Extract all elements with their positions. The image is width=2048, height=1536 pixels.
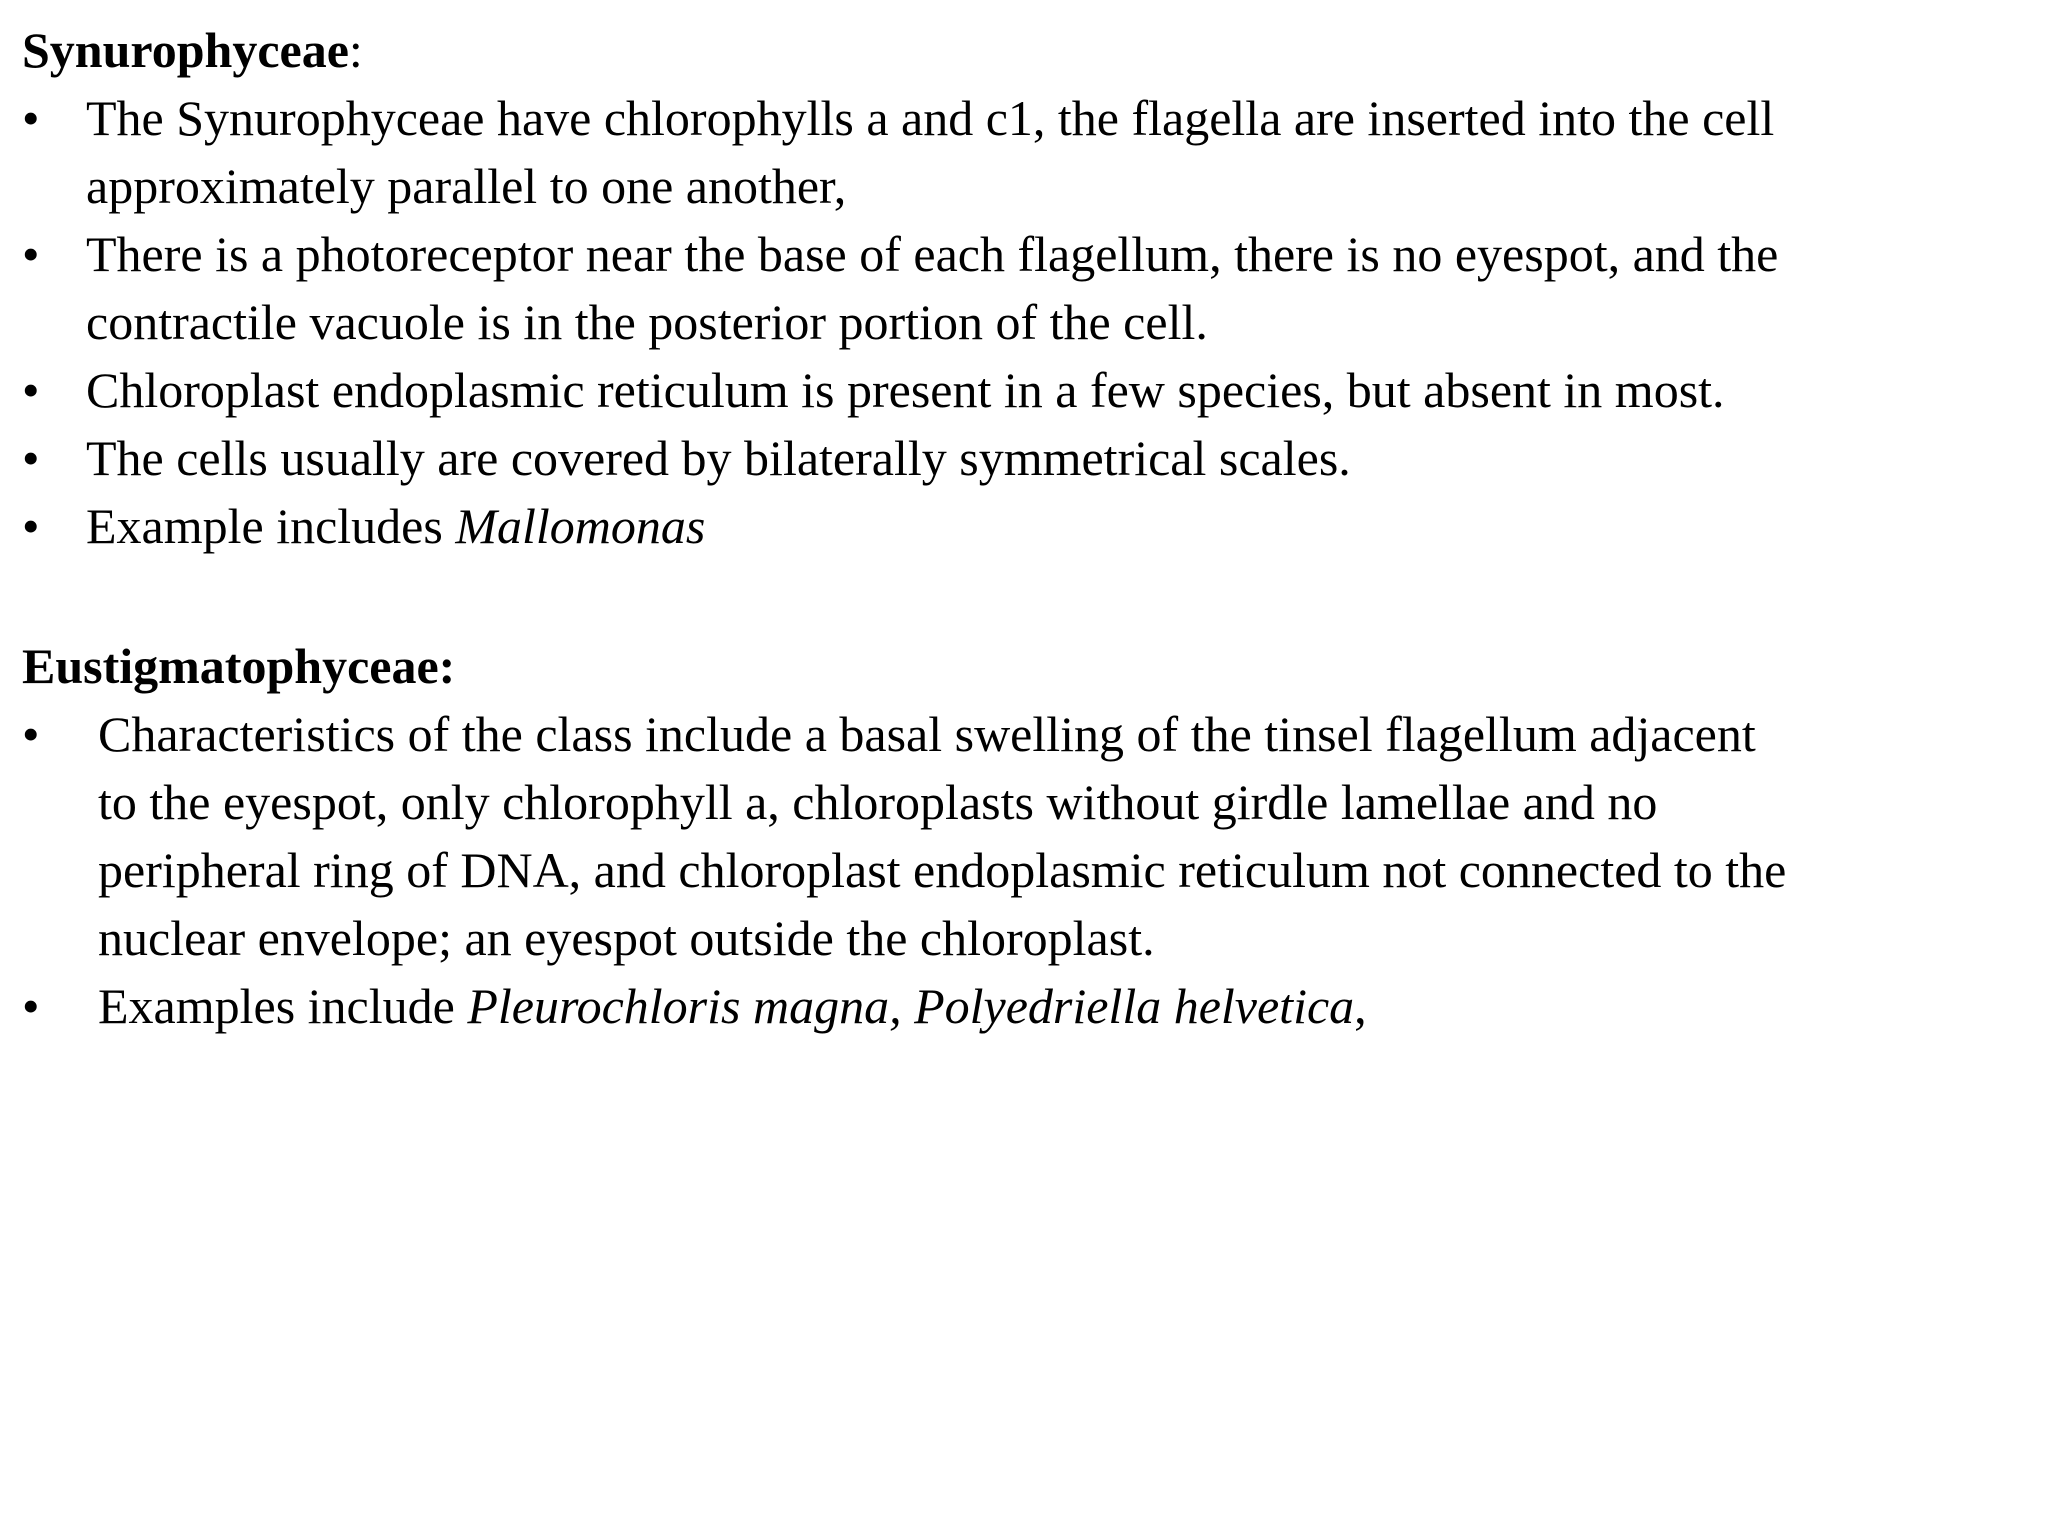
- list-item-line: approximately parallel to one another,: [86, 158, 847, 214]
- section-heading: [22, 16, 2048, 84]
- example-label: Examples include: [98, 978, 468, 1034]
- heading-text: Synurophyceae: [22, 22, 349, 78]
- section-heading: [22, 632, 2048, 700]
- list-item-line: The cells usually are covered by bilaterally symmetrical scales.: [86, 430, 1351, 486]
- bullet-icon: •: [22, 430, 40, 486]
- list-item: [22, 84, 2048, 220]
- bullet-list: [22, 84, 2048, 560]
- list-item-line: [86, 492, 2048, 560]
- species-name: Pleurochloris magna, Polyedriella helvetica: [467, 978, 1355, 1034]
- list-item: [22, 424, 2048, 492]
- bullet-icon: •: [22, 90, 40, 146]
- section-eustigmatophyceae: [22, 632, 2048, 1040]
- list-item-line: peripheral ring of DNA, and chloroplast endoplasmic reticulum not connected to the: [98, 842, 1787, 898]
- bullet-icon: •: [22, 498, 40, 554]
- species-name: Mallomonas: [455, 498, 706, 554]
- bullet-icon: •: [22, 362, 40, 418]
- list-item-line: [98, 972, 2048, 1040]
- list-item: [22, 700, 2048, 972]
- list-item: [22, 972, 2048, 1040]
- bullet-list: [22, 700, 2048, 1040]
- bullet-icon: •: [22, 706, 40, 762]
- trailing-punct: ,: [1354, 978, 1367, 1034]
- list-item-line: contractile vacuole is in the posterior portion of the cell.: [86, 294, 1208, 350]
- list-item: [22, 356, 2048, 424]
- heading-colon: :: [348, 22, 363, 78]
- list-item: [22, 492, 2048, 560]
- bullet-icon: •: [22, 978, 40, 1034]
- section-synurophyceae: [22, 16, 2048, 560]
- example-label: Example includes: [86, 498, 456, 554]
- list-item-line: Characteristics of the class include a basal swelling of the tinsel flagellum adjacent: [98, 706, 1756, 762]
- list-item-line: There is a photoreceptor near the base of each flagellum, there is no eyespot, and the: [86, 226, 1779, 282]
- list-item-line: The Synurophyceae have chlorophylls a and c1, the flagella are inserted into the cell: [86, 90, 1775, 146]
- heading-text: Eustigmatophyceae:: [22, 638, 456, 694]
- list-item: [22, 220, 2048, 356]
- list-item-line: nuclear envelope; an eyespot outside the chloroplast.: [98, 910, 1155, 966]
- list-item-line: to the eyespot, only chlorophyll a, chloroplasts without girdle lamellae and no: [98, 774, 1658, 830]
- bullet-icon: •: [22, 226, 40, 282]
- list-item-line: Chloroplast endoplasmic reticulum is present in a few species, but absent in most.: [86, 362, 1725, 418]
